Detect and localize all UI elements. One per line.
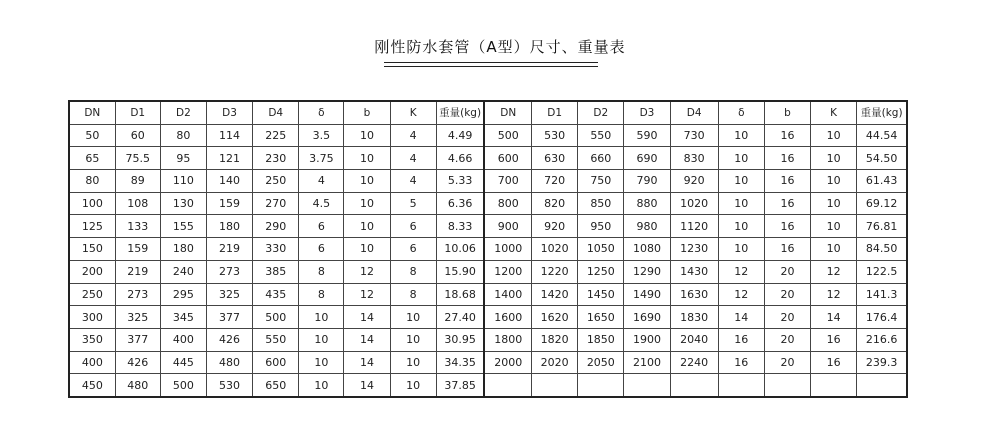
table-cell: 377 — [115, 328, 160, 351]
table-cell: 95 — [160, 147, 206, 170]
table-cell: 108 — [115, 192, 160, 215]
table-cell: 6 — [390, 215, 436, 238]
table-cell: 1050 — [578, 238, 624, 261]
table-cell: 480 — [115, 374, 160, 397]
table-cell: 10 — [390, 328, 436, 351]
table-cell: 426 — [115, 351, 160, 374]
table-cell: 6.36 — [436, 192, 484, 215]
table-cell: 600 — [484, 147, 531, 170]
table-cell: 8 — [299, 260, 344, 283]
table-cell: 10 — [811, 215, 857, 238]
table-cell: 14 — [344, 328, 390, 351]
table-cell: 20 — [764, 351, 810, 374]
table-cell: 1690 — [624, 306, 670, 329]
table-cell: 230 — [253, 147, 299, 170]
table-cell: 1230 — [670, 238, 718, 261]
table-cell: 219 — [115, 260, 160, 283]
table-cell: 10 — [811, 170, 857, 193]
table-cell: 10 — [718, 124, 764, 147]
table-cell: 180 — [206, 215, 252, 238]
table-cell: 1650 — [578, 306, 624, 329]
table-cell: 130 — [160, 192, 206, 215]
table-cell: 4.66 — [436, 147, 484, 170]
table-cell: 5 — [390, 192, 436, 215]
table-row — [69, 283, 907, 306]
table-cell: 530 — [532, 124, 578, 147]
table-cell: 80 — [160, 124, 206, 147]
table-cell: 14 — [344, 374, 390, 397]
table-cell: 10 — [718, 170, 764, 193]
table-cell: 65 — [69, 147, 115, 170]
table-cell: 1630 — [670, 283, 718, 306]
table-body — [69, 124, 907, 397]
table-cell: 114 — [206, 124, 252, 147]
dimension-weight-table — [68, 100, 908, 398]
table-cell: 225 — [253, 124, 299, 147]
table-cell: 6 — [299, 215, 344, 238]
table-cell: 10 — [811, 124, 857, 147]
table-cell: 500 — [160, 374, 206, 397]
table-cell: 10 — [299, 306, 344, 329]
table-cell: 141.3 — [857, 283, 907, 306]
table-cell: 2000 — [484, 351, 531, 374]
table-cell: 176.4 — [857, 306, 907, 329]
table-cell: 1200 — [484, 260, 531, 283]
table-cell: 100 — [69, 192, 115, 215]
column-header: K — [811, 101, 857, 124]
table-cell: 76.81 — [857, 215, 907, 238]
table-cell: 60 — [115, 124, 160, 147]
table-cell: 150 — [69, 238, 115, 261]
table-row — [69, 124, 907, 147]
table-cell: 140 — [206, 170, 252, 193]
table-cell: 110 — [160, 170, 206, 193]
table-cell: 500 — [484, 124, 531, 147]
table-cell: 133 — [115, 215, 160, 238]
table-cell: 3.75 — [299, 147, 344, 170]
table-cell: 325 — [206, 283, 252, 306]
table-row — [69, 170, 907, 193]
table-cell: 10 — [344, 238, 390, 261]
table-cell: 630 — [532, 147, 578, 170]
table-cell: 34.35 — [436, 351, 484, 374]
table-cell: 345 — [160, 306, 206, 329]
table-cell: 16 — [811, 351, 857, 374]
table-cell: 435 — [253, 283, 299, 306]
table-cell: 10 — [718, 238, 764, 261]
table-cell: 730 — [670, 124, 718, 147]
table-cell: 10 — [811, 147, 857, 170]
table-cell: 270 — [253, 192, 299, 215]
table-cell: 1620 — [532, 306, 578, 329]
table-cell: 10.06 — [436, 238, 484, 261]
table-cell: 377 — [206, 306, 252, 329]
table-cell: 700 — [484, 170, 531, 193]
table-cell: 12 — [811, 260, 857, 283]
table-cell: 1220 — [532, 260, 578, 283]
table-header-row — [69, 101, 907, 124]
table-cell: 10 — [390, 306, 436, 329]
table-cell: 10 — [390, 374, 436, 397]
table-cell: 10 — [811, 192, 857, 215]
table-cell: 1420 — [532, 283, 578, 306]
table-cell: 400 — [160, 328, 206, 351]
table-cell: 125 — [69, 215, 115, 238]
table-cell: 1850 — [578, 328, 624, 351]
table-cell: 10 — [344, 215, 390, 238]
table-cell — [718, 374, 764, 397]
table-cell: 159 — [115, 238, 160, 261]
table-cell: 8 — [299, 283, 344, 306]
table-cell: 450 — [69, 374, 115, 397]
table-cell: 400 — [69, 351, 115, 374]
table-cell: 16 — [764, 238, 810, 261]
table-cell: 10 — [344, 170, 390, 193]
table-cell: 12 — [344, 283, 390, 306]
table-cell — [764, 374, 810, 397]
table-cell: 950 — [578, 215, 624, 238]
table-cell: 690 — [624, 147, 670, 170]
table-cell: 290 — [253, 215, 299, 238]
table-cell: 300 — [69, 306, 115, 329]
table-cell: 240 — [160, 260, 206, 283]
table-cell: 14 — [718, 306, 764, 329]
table-cell: 20 — [764, 283, 810, 306]
table-cell: 10 — [390, 351, 436, 374]
table-cell: 14 — [344, 306, 390, 329]
table-cell: 750 — [578, 170, 624, 193]
table-cell: 180 — [160, 238, 206, 261]
column-header: b — [344, 101, 390, 124]
column-header: K — [390, 101, 436, 124]
table-cell: 61.43 — [857, 170, 907, 193]
table-cell: 16 — [764, 170, 810, 193]
table-cell: 89 — [115, 170, 160, 193]
table-cell: 900 — [484, 215, 531, 238]
table-cell: 1600 — [484, 306, 531, 329]
table-cell — [811, 374, 857, 397]
table-row — [69, 328, 907, 351]
title-underline-second — [384, 66, 598, 67]
table-cell: 10 — [299, 328, 344, 351]
column-header: D1 — [532, 101, 578, 124]
table-cell: 1800 — [484, 328, 531, 351]
table-cell: 920 — [532, 215, 578, 238]
table-cell: 84.50 — [857, 238, 907, 261]
table-cell: 295 — [160, 283, 206, 306]
column-header: δ — [299, 101, 344, 124]
table-cell — [670, 374, 718, 397]
column-header: b — [764, 101, 810, 124]
table-cell: 650 — [253, 374, 299, 397]
table-cell: 16 — [764, 192, 810, 215]
table-cell: 1830 — [670, 306, 718, 329]
table-cell: 12 — [718, 260, 764, 283]
table-cell — [624, 374, 670, 397]
column-header: 重量(kg) — [857, 101, 907, 124]
column-header: D2 — [160, 101, 206, 124]
table-cell: 273 — [206, 260, 252, 283]
table-cell: 10 — [299, 351, 344, 374]
table-cell: 1080 — [624, 238, 670, 261]
table-cell: 2040 — [670, 328, 718, 351]
table-cell: 37.85 — [436, 374, 484, 397]
table-cell: 1900 — [624, 328, 670, 351]
table-cell: 720 — [532, 170, 578, 193]
table-cell: 600 — [253, 351, 299, 374]
table-cell: 5.33 — [436, 170, 484, 193]
table-cell: 16 — [718, 328, 764, 351]
table-cell: 590 — [624, 124, 670, 147]
table-cell: 159 — [206, 192, 252, 215]
table-row — [69, 192, 907, 215]
table-cell: 10 — [718, 192, 764, 215]
table-cell: 155 — [160, 215, 206, 238]
column-header: DN — [69, 101, 115, 124]
table-cell: 50 — [69, 124, 115, 147]
table-cell: 4.49 — [436, 124, 484, 147]
page-title: 刚性防水套管（A型）尺寸、重量表 — [374, 38, 626, 56]
table-cell — [857, 374, 907, 397]
column-header: D1 — [115, 101, 160, 124]
table-cell: 10 — [811, 238, 857, 261]
column-header: δ — [718, 101, 764, 124]
table-cell: 830 — [670, 147, 718, 170]
table-cell: 10 — [299, 374, 344, 397]
table-cell: 800 — [484, 192, 531, 215]
column-header: D3 — [206, 101, 252, 124]
table-cell: 14 — [811, 306, 857, 329]
table-cell: 660 — [578, 147, 624, 170]
table-cell: 1450 — [578, 283, 624, 306]
table-cell: 10 — [718, 215, 764, 238]
table-cell: 980 — [624, 215, 670, 238]
table-cell: 273 — [115, 283, 160, 306]
column-header: D2 — [578, 101, 624, 124]
table-cell: 8.33 — [436, 215, 484, 238]
table-cell: 16 — [718, 351, 764, 374]
table-cell: 790 — [624, 170, 670, 193]
table-cell: 27.40 — [436, 306, 484, 329]
table-cell: 16 — [811, 328, 857, 351]
table-cell: 10 — [344, 192, 390, 215]
table-cell: 6 — [390, 238, 436, 261]
table-cell: 4 — [299, 170, 344, 193]
table-row — [69, 306, 907, 329]
table-cell: 325 — [115, 306, 160, 329]
table-cell: 350 — [69, 328, 115, 351]
table-cell — [578, 374, 624, 397]
table-cell — [484, 374, 531, 397]
table-cell: 250 — [253, 170, 299, 193]
table-cell: 500 — [253, 306, 299, 329]
column-header: D4 — [670, 101, 718, 124]
table-cell: 1430 — [670, 260, 718, 283]
table-cell: 4.5 — [299, 192, 344, 215]
table-cell: 850 — [578, 192, 624, 215]
table-cell: 14 — [344, 351, 390, 374]
table-cell: 480 — [206, 351, 252, 374]
table-cell: 385 — [253, 260, 299, 283]
table-cell: 2050 — [578, 351, 624, 374]
table-cell: 75.5 — [115, 147, 160, 170]
table-cell: 880 — [624, 192, 670, 215]
table-cell: 16 — [764, 124, 810, 147]
column-header: D3 — [624, 101, 670, 124]
table-cell: 122.5 — [857, 260, 907, 283]
table-cell: 820 — [532, 192, 578, 215]
table-cell: 12 — [718, 283, 764, 306]
table-cell: 8 — [390, 260, 436, 283]
table-cell: 216.6 — [857, 328, 907, 351]
table-cell: 12 — [811, 283, 857, 306]
table-cell: 1020 — [670, 192, 718, 215]
table-cell: 219 — [206, 238, 252, 261]
table-cell: 200 — [69, 260, 115, 283]
table-cell: 10 — [344, 124, 390, 147]
table-cell: 1400 — [484, 283, 531, 306]
table-cell: 16 — [764, 147, 810, 170]
table-cell: 10 — [344, 147, 390, 170]
table-cell: 2020 — [532, 351, 578, 374]
table-cell: 12 — [344, 260, 390, 283]
table-cell: 426 — [206, 328, 252, 351]
table-cell: 20 — [764, 260, 810, 283]
table-cell: 250 — [69, 283, 115, 306]
table-cell: 445 — [160, 351, 206, 374]
table-cell: 4 — [390, 170, 436, 193]
table-cell: 54.50 — [857, 147, 907, 170]
column-header: DN — [484, 101, 531, 124]
table-cell: 1290 — [624, 260, 670, 283]
table-cell: 16 — [764, 215, 810, 238]
table-cell: 920 — [670, 170, 718, 193]
table-cell: 330 — [253, 238, 299, 261]
table-cell: 20 — [764, 306, 810, 329]
column-header: 重量(kg) — [436, 101, 484, 124]
table-cell: 239.3 — [857, 351, 907, 374]
table-cell: 530 — [206, 374, 252, 397]
table-cell: 10 — [718, 147, 764, 170]
table-cell: 1000 — [484, 238, 531, 261]
table-cell: 2100 — [624, 351, 670, 374]
table-cell: 6 — [299, 238, 344, 261]
table-cell: 4 — [390, 147, 436, 170]
table-row — [69, 238, 907, 261]
column-header: D4 — [253, 101, 299, 124]
table-cell: 121 — [206, 147, 252, 170]
table-cell: 20 — [764, 328, 810, 351]
table-cell: 30.95 — [436, 328, 484, 351]
table-cell: 550 — [253, 328, 299, 351]
table-cell: 18.68 — [436, 283, 484, 306]
table-cell: 8 — [390, 283, 436, 306]
table-cell: 69.12 — [857, 192, 907, 215]
table-row — [69, 374, 907, 397]
table-cell: 1250 — [578, 260, 624, 283]
table-row — [69, 351, 907, 374]
table-row — [69, 215, 907, 238]
table-cell: 3.5 — [299, 124, 344, 147]
table-cell: 550 — [578, 124, 624, 147]
table-row — [69, 147, 907, 170]
table-cell — [532, 374, 578, 397]
table-cell: 2240 — [670, 351, 718, 374]
table-cell: 15.90 — [436, 260, 484, 283]
table-cell: 1490 — [624, 283, 670, 306]
table-cell: 44.54 — [857, 124, 907, 147]
table-cell: 1820 — [532, 328, 578, 351]
table-cell: 1120 — [670, 215, 718, 238]
table-cell: 1020 — [532, 238, 578, 261]
table-cell: 80 — [69, 170, 115, 193]
title-underline — [384, 62, 598, 63]
table-row — [69, 260, 907, 283]
table-cell: 4 — [390, 124, 436, 147]
